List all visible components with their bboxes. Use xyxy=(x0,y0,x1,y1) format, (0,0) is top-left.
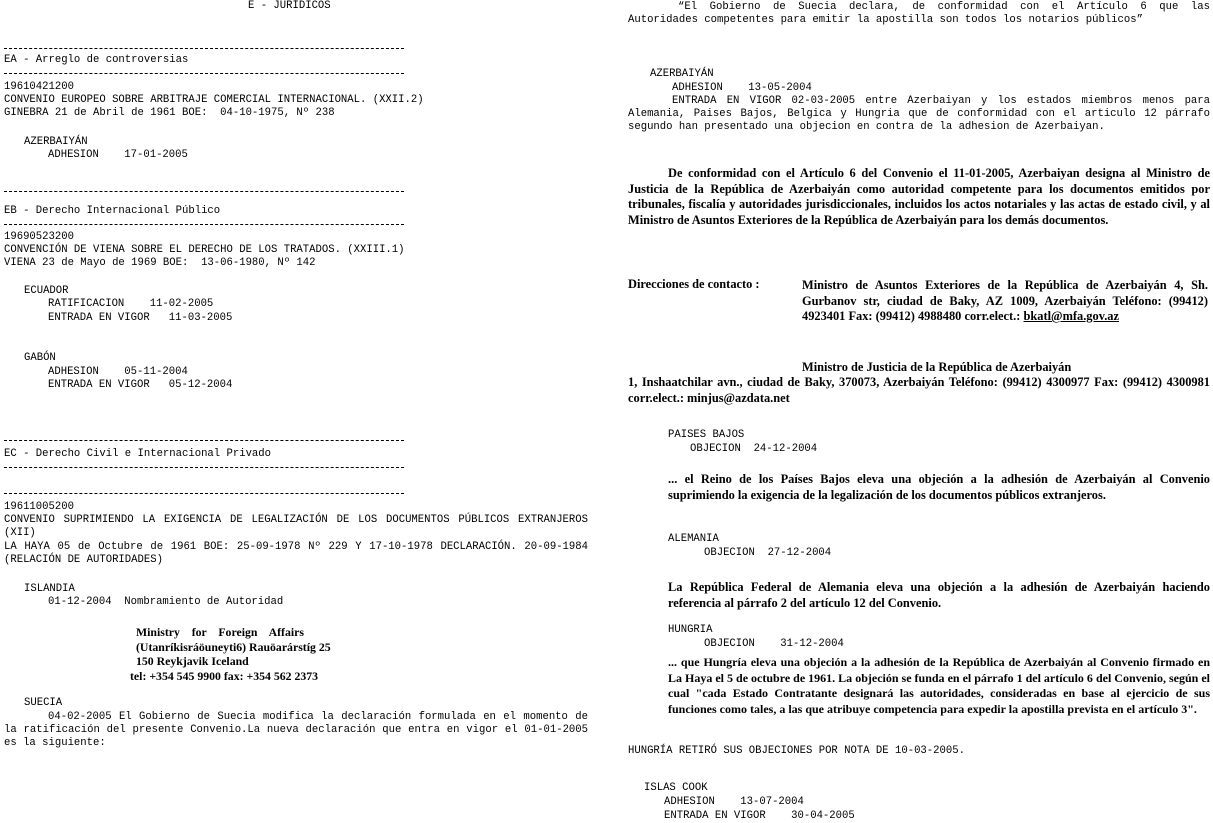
convention-place: LA HAYA 05 de Octubre de 1961 BOE: 25-09-1978 Nº 229 Y 17-10-1978 DECLARACIÓN. 20-09-1984 (RELACIÓN DE AUTORIDADES) xyxy=(4,541,588,566)
authority-line: (Utanríkisráöuneyti6) Rauöarárstíg 25 xyxy=(136,639,331,654)
country-action: ENTRADA EN VIGOR 02-03-2005 entre Azerbaiyan y los estados miembros menos para Alemania, Paises Bajos, Belgica y Hungria que de conformidad con el articulo 12 párrafo segundo han presentado una objecion en contra de la adhesion de Azerbaiyan. xyxy=(628,95,1210,133)
contact-address xyxy=(802,278,1208,325)
section-title-ec: EC - Derecho Civil e Internacional Privado xyxy=(4,448,272,460)
convention-code: 19690523200 xyxy=(4,231,74,243)
divider xyxy=(4,73,404,74)
convention-code: 19611005200 xyxy=(4,501,74,513)
objection-text: La República Federal de Alemania eleva una objeción a la adhesión de Azerbaiyán haciendo referencia al párrafo 2 del artículo 12 del Convenio. xyxy=(668,580,1210,610)
country-action: RATIFICACION 11-02-2005 xyxy=(48,298,214,310)
country-name: GABÓN xyxy=(24,352,56,364)
authority-line: tel: +354 545 9900 fax: +354 562 2373 xyxy=(130,668,319,683)
convention-place: GINEBRA 21 de Abril de 1961 BOE: 04-10-1975, Nº 238 xyxy=(4,107,335,119)
divider xyxy=(4,440,404,441)
convention-title: CONVENCIÓN DE VIENA SOBRE EL DERECHO DE LOS TRATADOS. (XXIII.1) xyxy=(4,244,405,256)
email-link[interactable]: bkatl@mfa.gov.az xyxy=(1023,309,1120,323)
country-name: AZERBAIYÁN xyxy=(24,136,88,148)
retirement-note: HUNGRÍA RETIRÓ SUS OBJECIONES POR NOTA DE 10-03-2005. xyxy=(628,745,965,757)
designation-paragraph: De conformidad con el Artículo 6 del Convenio el 11-01-2005, Azerbaiyan designa al Ministro de Justicia de la República de Azerbaiyán como autoridad competente para los documentos emitidos por tribunales, fiscalía y autoridades jurisdiccionales, incluidos los actos notariales y las actas de estado civil, y al Ministro de Asuntos Exteriores de la República de Azerbaiyán para los demás documentos. xyxy=(628,166,1210,227)
convention-title: CONVENIO SUPRIMIENDO LA EXIGENCIA DE LEGALIZACIÓN DE LOS DOCUMENTOS PÚBLICOS EXTRANJEROS (XII) xyxy=(4,514,588,539)
country-name: ISLANDIA xyxy=(24,583,75,595)
contact-address: 1, Inshaatchilar avn., ciudad de Baky, 370073, Azerbaiyán Teléfono: (99412) 4300977 Fax: (99412) 4300981 corr.elect.: minjus@azdata.net xyxy=(628,375,1210,405)
country-action: ADHESION 17-01-2005 xyxy=(48,149,188,161)
country-action: ADHESION 13-05-2004 xyxy=(672,82,812,94)
country-action: ENTRADA EN VIGOR 05-12-2004 xyxy=(48,379,233,391)
section-title-eb: EB - Derecho Internacional Público xyxy=(4,205,221,217)
country-name: PAISES BAJOS xyxy=(668,429,745,441)
country-action: OBJECION 24-12-2004 xyxy=(690,443,818,455)
country-name: SUECIA xyxy=(24,697,63,709)
page-header: E - JURÍDICOS xyxy=(248,0,331,12)
authority-address xyxy=(130,625,366,683)
country-name: ALEMANIA xyxy=(668,533,719,545)
country-action: 04-02-2005 El Gobierno de Suecia modifica la declaración formulada en el momento de la ratificación del presente Convenio.La nueva declaración que entra en vigor el 01-01-2005 es la siguiente: xyxy=(4,711,588,749)
convention-code: 19610421200 xyxy=(4,81,74,93)
objection-text: ... que Hungría eleva una objeción a la adhesión de la República de Azerbaiyán al Convenio firmado en La Haya el 5 de octubre de 1961. La objeción se funda en el párrafo 1 del artículo 6 del Convenio, según el cual "cada Estado Contratante designará las autoridades, consideradas en base al ejercicio de sus funciones como tales, a las que atribuye competencia para expedir la apostilla prevista en el artículo 3". xyxy=(668,655,1210,716)
country-action: ENTRADA EN VIGOR 11-03-2005 xyxy=(48,312,233,324)
section-title-ea: EA - Arreglo de controversias xyxy=(4,54,189,66)
country-name: ECUADOR xyxy=(24,285,69,297)
contact-text: Ministro de Asuntos Exteriores de la República de Azerbaiyán 4, Sh. Gurbanov str, ciudad de Baky, AZ 1009, Azerbaiyán Teléfono: (99412) 4923401 Fax: (99412) 4988480 corr.elect.: xyxy=(802,278,1208,323)
country-action: OBJECION 27-12-2004 xyxy=(704,547,832,559)
country-action: ADHESION 13-07-2004 xyxy=(664,796,804,808)
authority-line: Ministry for Foreign Affairs xyxy=(136,625,304,639)
convention-place: VIENA 23 de Mayo de 1969 BOE: 13-06-1980, Nº 142 xyxy=(4,257,316,269)
country-action: 01-12-2004 Nombramiento de Autoridad xyxy=(48,596,284,608)
divider xyxy=(4,224,404,225)
authority-line: 150 Reykjavik Iceland xyxy=(136,654,249,668)
country-name: ISLAS COOK xyxy=(644,782,708,794)
declaration-quote: “El Gobierno de Suecia declara, de conformidad con el Artículo 6 que las Autoridades competentes para emitir la apostilla son todos los notarios públicos” xyxy=(628,1,1210,26)
contact-title: Ministro de Justicia de la República de Azerbaiyán xyxy=(802,360,1072,374)
objection-text: ... el Reino de los Países Bajos eleva una objeción a la adhesión de Azerbaiyán al Convenio suprimiendo la exigencia de la legalización de los documentos públicos extranjeros. xyxy=(668,472,1210,502)
country-action: OBJECION 31-12-2004 xyxy=(704,638,844,650)
divider xyxy=(4,493,404,494)
country-action: ADHESION 05-11-2004 xyxy=(48,366,188,378)
divider xyxy=(4,191,404,192)
country-action: ENTRADA EN VIGOR 30-04-2005 xyxy=(664,810,855,822)
country-name: AZERBAIYÁN xyxy=(650,68,714,80)
convention-title: CONVENIO EUROPEO SOBRE ARBITRAJE COMERCIAL INTERNACIONAL. (XXII.2) xyxy=(4,94,424,106)
contact-label: Direcciones de contacto : xyxy=(628,277,760,291)
divider xyxy=(4,48,404,49)
divider xyxy=(4,467,404,468)
country-name: HUNGRIA xyxy=(668,624,713,636)
